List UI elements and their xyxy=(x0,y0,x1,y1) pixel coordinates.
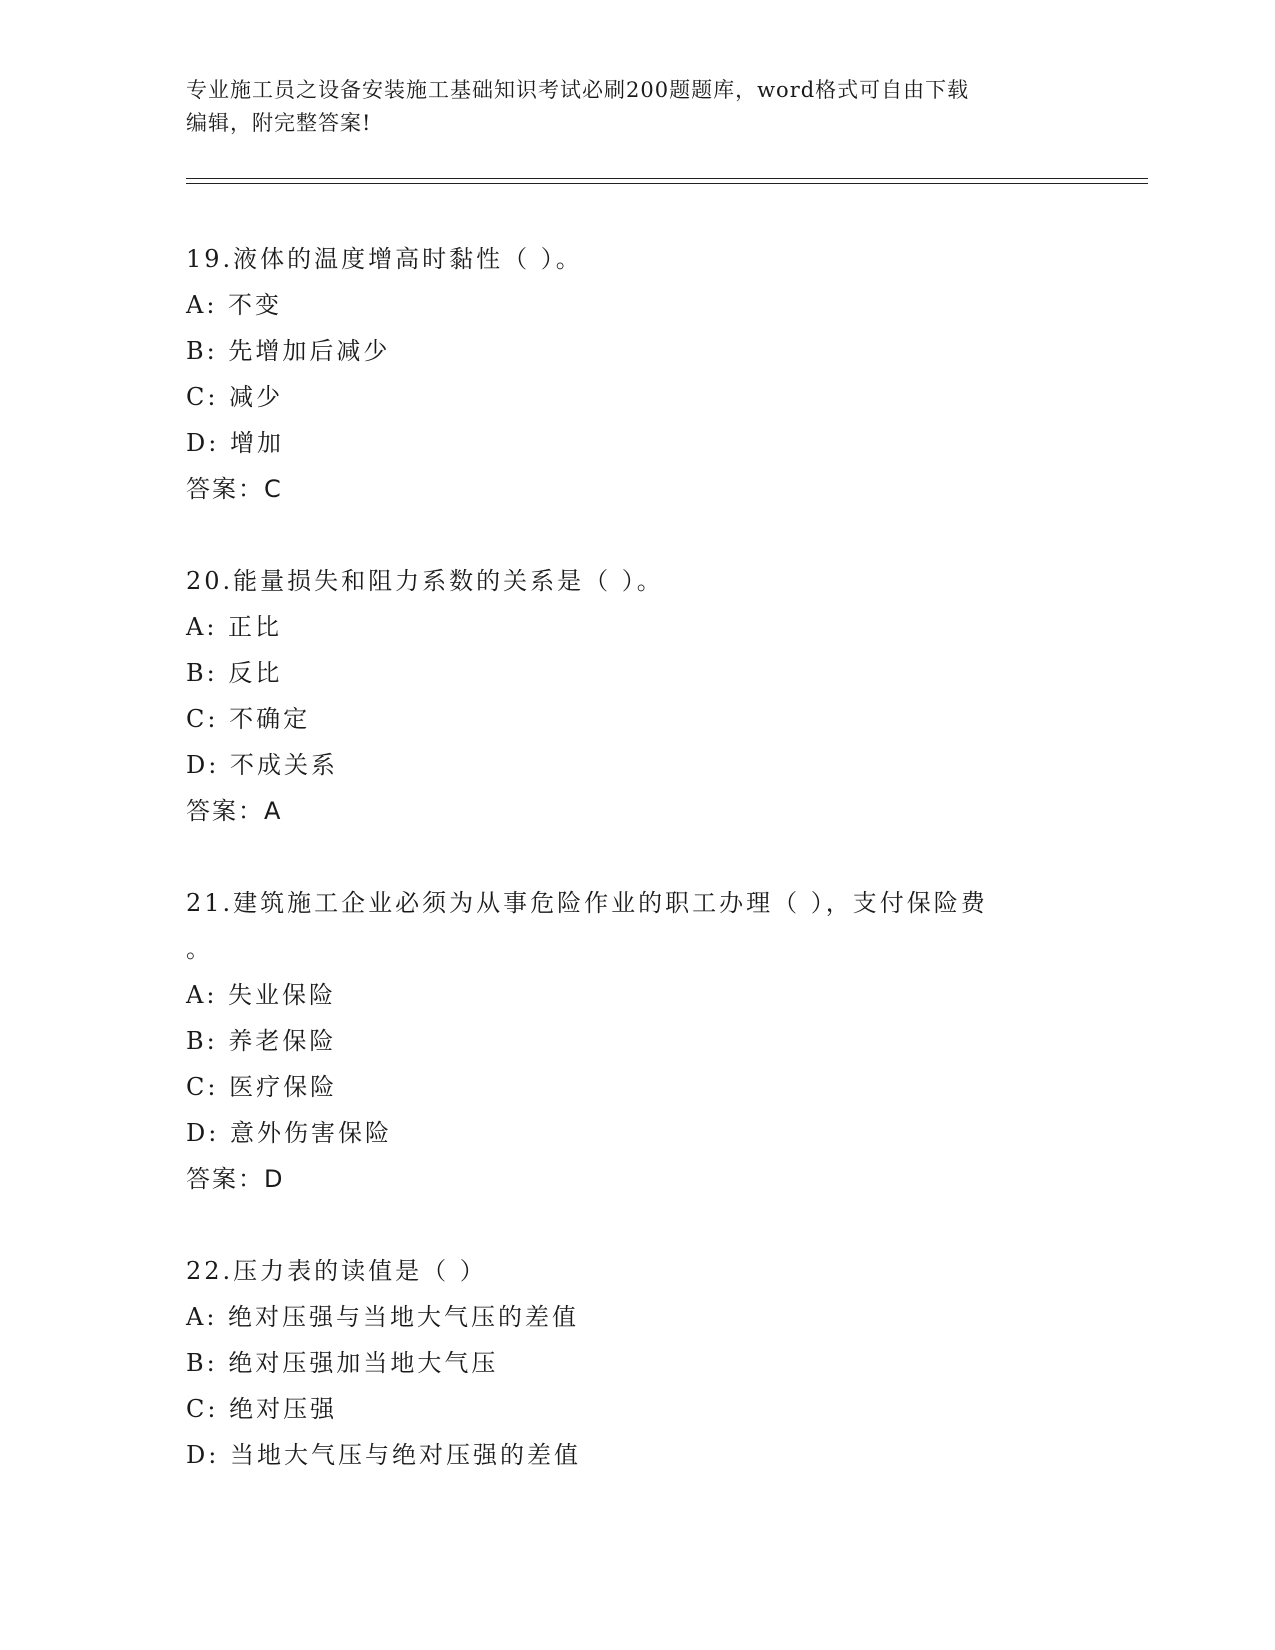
question-stem: 19.液体的温度增高时黏性（ ）。 xyxy=(186,245,583,273)
option-a: A: 正比 xyxy=(186,613,283,641)
header-line-2: 编辑，附完整答案! xyxy=(186,111,372,135)
header-line-1: 专业施工员之设备安装施工基础知识考试必刷200题题库，word格式可自由下载 xyxy=(186,78,970,102)
question-22 xyxy=(186,1248,1086,1478)
question-21 xyxy=(186,880,1086,1202)
answer: 答案：D xyxy=(186,1165,285,1193)
option-c: C: 医疗保险 xyxy=(186,1073,338,1101)
question-stem: 22.压力表的读值是（ ） xyxy=(186,1257,487,1285)
answer: 答案：C xyxy=(186,475,283,503)
question-stem: 20.能量损失和阻力系数的关系是（ ）。 xyxy=(186,567,664,595)
option-c: C: 不确定 xyxy=(186,705,311,733)
option-d: D: 增加 xyxy=(186,429,284,457)
header-divider-top xyxy=(186,178,1148,179)
answer: 答案：A xyxy=(186,797,283,825)
option-d: D: 当地大气压与绝对压强的差值 xyxy=(186,1441,581,1469)
option-d: D: 意外伤害保险 xyxy=(186,1119,392,1147)
question-stem-continuation: 。 xyxy=(186,935,213,963)
question-20 xyxy=(186,558,1086,834)
document-header xyxy=(186,74,1086,140)
question-stem: 21.建筑施工企业必须为从事危险作业的职工办理（ ），支付保险费 xyxy=(186,889,988,917)
option-b: B: 反比 xyxy=(186,659,283,687)
option-a: A: 失业保险 xyxy=(186,981,337,1009)
question-19 xyxy=(186,236,1086,512)
option-a: A: 不变 xyxy=(186,291,283,319)
option-b: B: 养老保险 xyxy=(186,1027,337,1055)
option-b: B: 先增加后减少 xyxy=(186,337,391,365)
header-divider-bottom xyxy=(186,183,1148,184)
option-c: C: 绝对压强 xyxy=(186,1395,338,1423)
question-list xyxy=(186,236,1086,1524)
option-a: A: 绝对压强与当地大气压的差值 xyxy=(186,1303,580,1331)
option-d: D: 不成关系 xyxy=(186,751,338,779)
option-c: C: 减少 xyxy=(186,383,284,411)
option-b: B: 绝对压强加当地大气压 xyxy=(186,1349,499,1377)
